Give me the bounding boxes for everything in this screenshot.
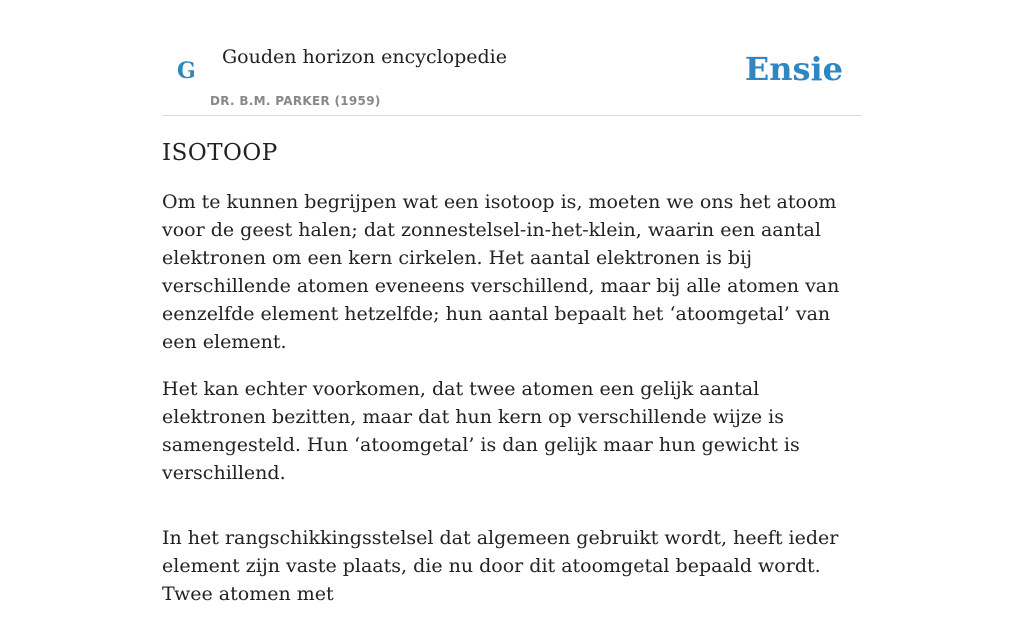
article-paragraph: In het rangschikkingsstelsel dat algemeen gebruikt wordt, heeft ieder element zijn vaste plaats, die nu door dit atoomgetal bepaald wordt. Twee atomen met [162, 527, 839, 605]
article-paragraph: Om te kunnen begrijpen wat een isotoop is, moeten we ons het atoom voor de geest halen; dat zonnestelsel-in-het-klein, waarin een aantal elektronen om een kern cirkelen. Het aantal elektronen is bij verschillende atomen eveneens verschillend, maar bij alle atomen van eenzelfde element hetzelfde; hun aantal bepaalt het ‘atoomgetal’ van een element. [162, 191, 840, 353]
book-author-link[interactable]: DR. B.M. PARKER (1959) [210, 94, 381, 108]
article [162, 140, 862, 627]
page-header [162, 40, 862, 116]
ensie-logo-link[interactable]: Ensie [744, 50, 843, 88]
book-title-link[interactable]: Gouden horizon encyclopedie [222, 46, 507, 68]
book-logo[interactable]: G [177, 58, 196, 84]
article-paragraph: Het kan echter voorkomen, dat twee atomen een gelijk aantal elektronen bezitten, maar dat hun kern op verschillende wijze is samengesteld. Hun ‘atoomgetal’ is dan gelijk maar hun gewicht is verschillend. [162, 378, 800, 484]
article-headword: ISOTOOP [162, 140, 278, 166]
